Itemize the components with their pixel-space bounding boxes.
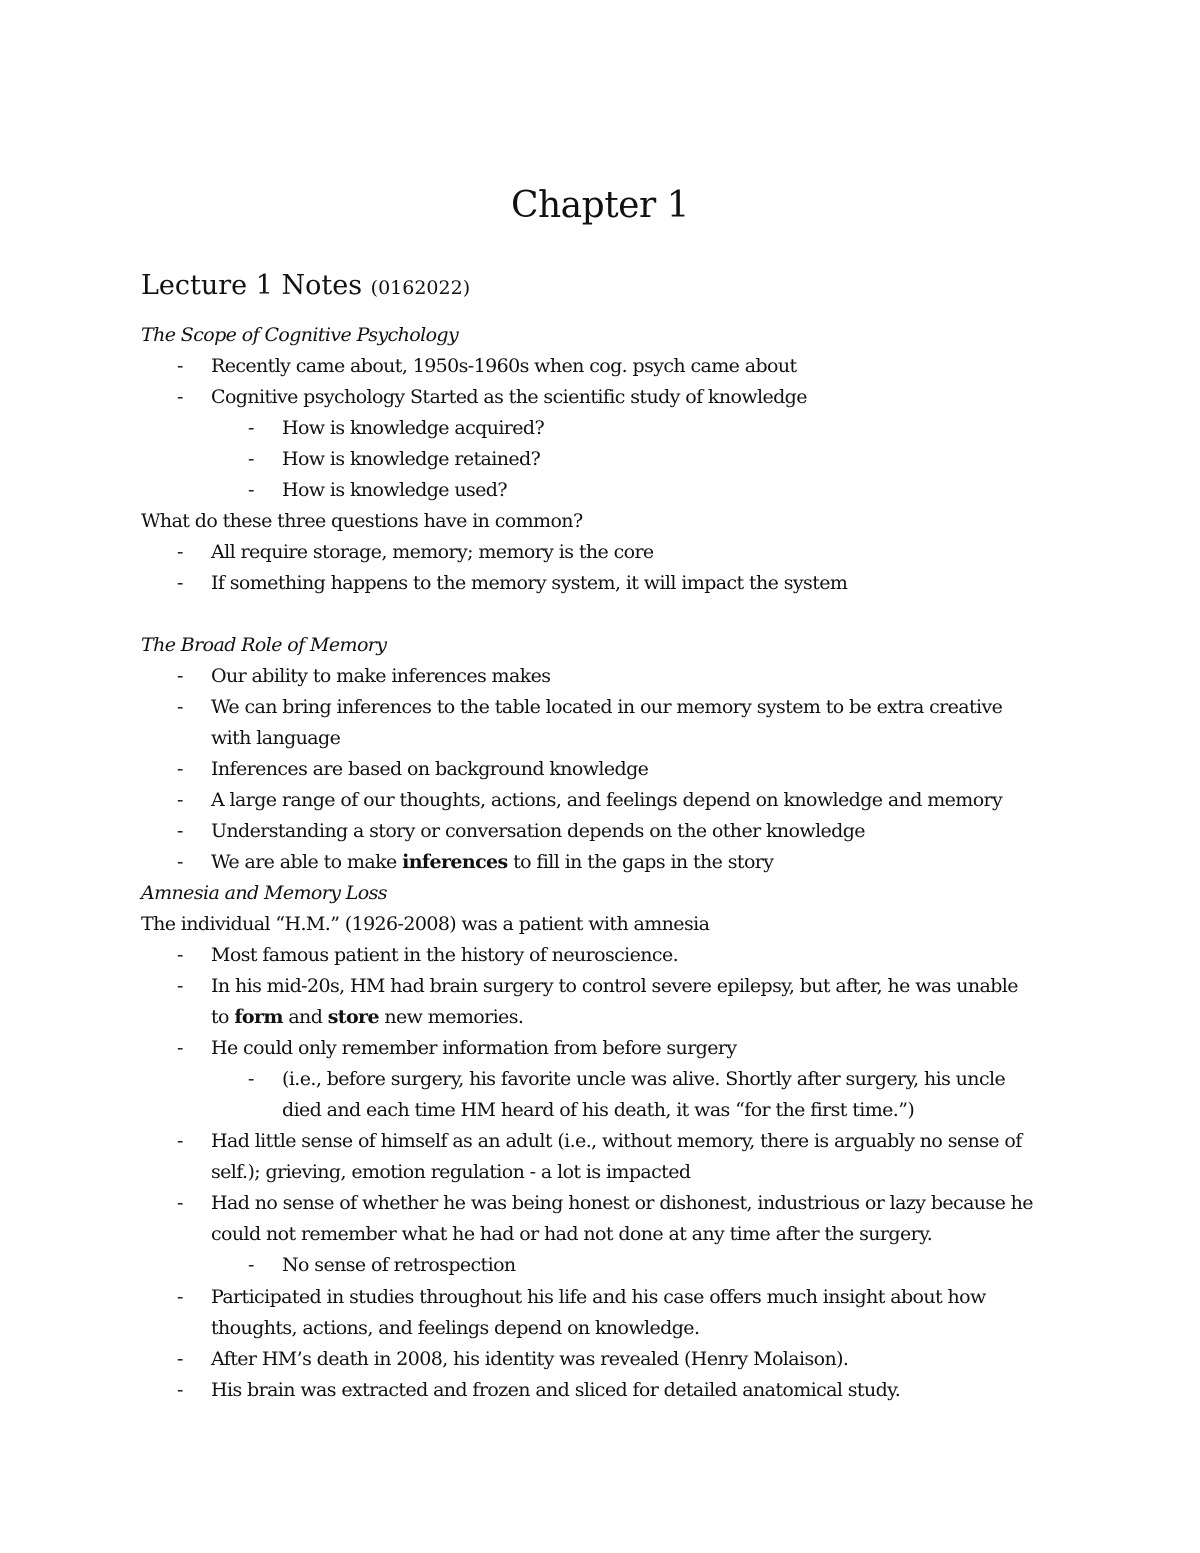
paragraph-intro: The individual “H.M.” (1926-2008) was a patient with amnesia xyxy=(141,913,710,935)
list-item-continuation xyxy=(211,1004,523,1030)
list-item-continuation: died and each time HM heard of his death, it was “for the first time.”) xyxy=(282,1099,915,1121)
bullet-dash: - xyxy=(177,1348,184,1370)
text-run: new memories. xyxy=(378,1006,524,1028)
bullet-dash: - xyxy=(177,572,184,594)
section-heading-scope: The Scope of Cognitive Psychology xyxy=(141,324,459,346)
text-run: and xyxy=(282,1006,328,1028)
list-item: How is knowledge retained? xyxy=(282,448,541,470)
list-item-continuation: thoughts, actions, and feelings depend on knowledge. xyxy=(211,1317,700,1339)
bullet-dash: - xyxy=(177,820,184,842)
bold-term: form xyxy=(234,1006,283,1028)
page-title: Chapter 1 xyxy=(510,185,690,226)
bullet-dash: - xyxy=(248,417,255,439)
bullet-dash: - xyxy=(177,1286,184,1308)
bullet-dash: - xyxy=(248,479,255,501)
list-item-continuation: could not remember what he had or had not done at any time after the surgery. xyxy=(211,1223,933,1245)
lecture-date: (0162022) xyxy=(370,277,471,299)
list-item: How is knowledge acquired? xyxy=(282,417,545,439)
bullet-dash: - xyxy=(177,975,184,997)
list-item: (i.e., before surgery, his favorite uncle was alive. Shortly after surgery, his uncle xyxy=(282,1068,1006,1090)
bullet-dash: - xyxy=(177,789,184,811)
paragraph-question: What do these three questions have in common? xyxy=(141,510,583,532)
list-item: Participated in studies throughout his life and his case offers much insight about how xyxy=(211,1286,986,1308)
list-item: Inferences are based on background knowledge xyxy=(211,758,649,780)
text-run: to xyxy=(211,1006,235,1028)
bullet-dash: - xyxy=(248,448,255,470)
bullet-dash: - xyxy=(177,851,184,873)
list-item: Our ability to make inferences makes xyxy=(211,665,551,687)
list-item: How is knowledge used? xyxy=(282,479,507,501)
list-item xyxy=(211,849,773,875)
bullet-dash: - xyxy=(248,1254,255,1276)
list-item: After HM’s death in 2008, his identity was revealed (Henry Molaison). xyxy=(211,1348,849,1370)
bullet-dash: - xyxy=(177,1037,184,1059)
bullet-dash: - xyxy=(177,1130,184,1152)
bullet-dash: - xyxy=(177,665,184,687)
bullet-dash: - xyxy=(177,1379,184,1401)
bullet-dash: - xyxy=(177,541,184,563)
lecture-heading xyxy=(141,270,470,304)
bullet-dash: - xyxy=(177,944,184,966)
list-item: Had no sense of whether he was being honest or dishonest, industrious or lazy because he xyxy=(211,1192,1033,1214)
bullet-dash: - xyxy=(177,1192,184,1214)
list-item: Most famous patient in the history of neuroscience. xyxy=(211,944,679,966)
bold-term: store xyxy=(327,1006,379,1028)
bullet-dash: - xyxy=(177,386,184,408)
bullet-dash: - xyxy=(177,758,184,780)
list-item: In his mid-20s, HM had brain surgery to control severe epilepsy, but after, he was unable xyxy=(211,975,1018,997)
list-item: If something happens to the memory system, it will impact the system xyxy=(211,572,848,594)
text-run: We are able to make xyxy=(211,851,403,873)
list-item-continuation: with language xyxy=(211,727,341,749)
section-heading-amnesia: Amnesia and Memory Loss xyxy=(141,882,387,904)
list-item: A large range of our thoughts, actions, and feelings depend on knowledge and memory xyxy=(211,789,1003,811)
list-item: All require storage, memory; memory is the core xyxy=(211,541,654,563)
list-item: He could only remember information from before surgery xyxy=(211,1037,737,1059)
list-item: Understanding a story or conversation depends on the other knowledge xyxy=(211,820,865,842)
bullet-dash: - xyxy=(177,355,184,377)
bold-term: inferences xyxy=(402,851,508,873)
list-item: His brain was extracted and frozen and sliced for detailed anatomical study. xyxy=(211,1379,901,1401)
bullet-dash: - xyxy=(248,1068,255,1090)
lecture-title: Lecture 1 Notes xyxy=(141,270,363,301)
list-item: No sense of retrospection xyxy=(282,1254,516,1276)
text-run: to fill in the gaps in the story xyxy=(507,851,774,873)
list-item: Recently came about, 1950s-1960s when cog. psych came about xyxy=(211,355,797,377)
list-item: We can bring inferences to the table located in our memory system to be extra creative xyxy=(211,696,1003,718)
list-item: Cognitive psychology Started as the scientific study of knowledge xyxy=(211,386,807,408)
bullet-dash: - xyxy=(177,696,184,718)
list-item-continuation: self.); grieving, emotion regulation - a lot is impacted xyxy=(211,1161,691,1183)
list-item: Had little sense of himself as an adult (i.e., without memory, there is arguably no sense of xyxy=(211,1130,1022,1152)
section-heading-memory-role: The Broad Role of Memory xyxy=(141,634,387,656)
